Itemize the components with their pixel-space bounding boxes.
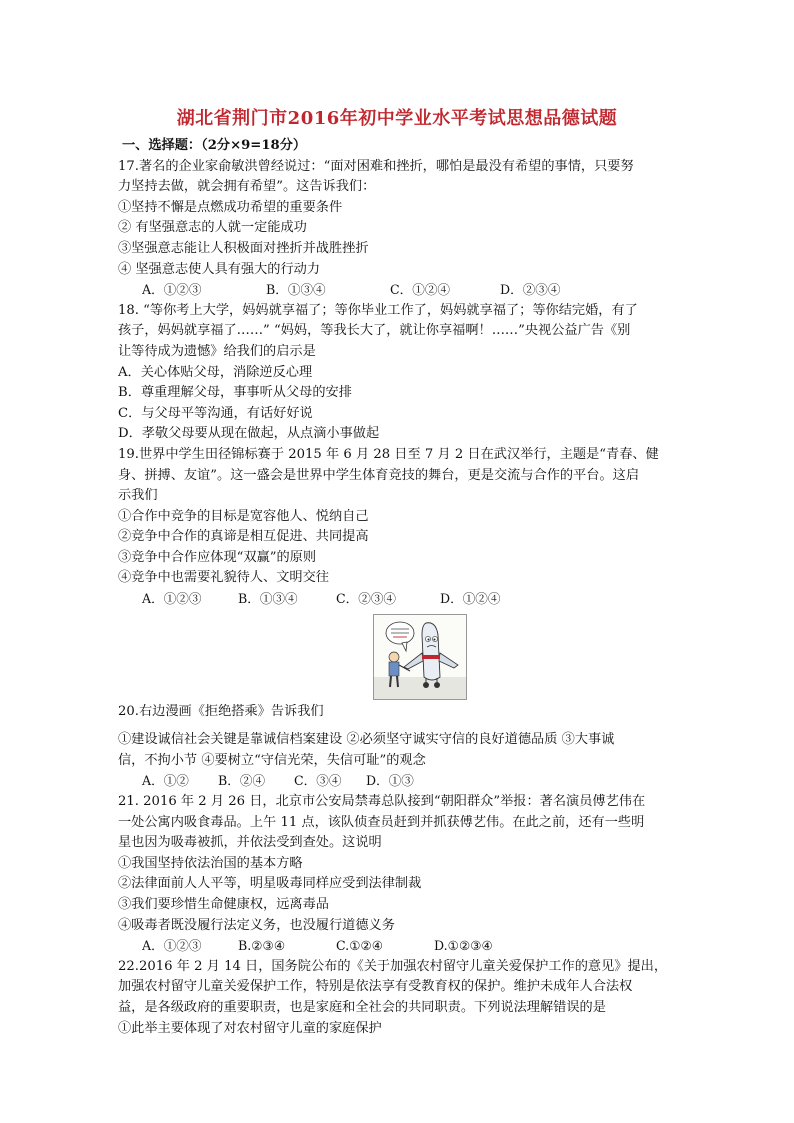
q20-option-c[interactable]: C．③④ <box>294 773 342 789</box>
q19-statement-3: ③竞争中合作应体现“双赢”的原则 <box>118 549 317 565</box>
q20-statements-line2: 信，不拘小节 ④要树立“守信光荣，失信可耻”的观念 <box>118 752 426 768</box>
q17-statement-4: ④ 坚强意志使人具有强大的行动力 <box>118 261 321 277</box>
q21-option-b[interactable]: B.②③④ <box>238 938 286 954</box>
q21-statement-2: ②法律面前人人平等，明星吸毒同样应受到法律制裁 <box>118 876 422 892</box>
q18-option-d[interactable]: D．孝敬父母要从现在做起，从点滴小事做起 <box>118 426 380 442</box>
q19-statement-4: ④竞争中也需要礼貌待人、文明交往 <box>118 570 329 586</box>
question-21 <box>118 792 680 957</box>
q19-stem-line1: 19.世界中学生田径锦标赛于 2015 年 6 月 28 日至 7 月 2 日在武汉举行，主题是“青春、健 <box>118 446 659 462</box>
question-19 <box>118 445 680 610</box>
q17-statement-3: ③坚强意志能让人积极面对挫折并战胜挫折 <box>118 240 369 256</box>
q20-statements-line1: ①建设诚信社会关键是靠诚信档案建设 ②必须坚守诚实守信的良好道德品质 ③大事诚 <box>118 732 615 748</box>
q21-option-a[interactable]: A．①②③ <box>142 938 202 954</box>
q19-option-d[interactable]: D．①②④ <box>440 591 501 607</box>
q19-stem-line3: 示我们 <box>118 488 158 504</box>
q17-statement-1: ①坚持不懈是点燃成功希望的重要条件 <box>118 199 343 215</box>
q21-option-c[interactable]: C.①②④ <box>336 938 384 954</box>
question-22 <box>118 957 680 1039</box>
q17-options <box>118 280 680 301</box>
q20-stem: 20.右边漫画《拒绝搭乘》告诉我们 <box>118 703 324 719</box>
question-20 <box>118 702 680 792</box>
q17-option-b[interactable]: B．①③④ <box>266 282 326 298</box>
q17-stem-line2: 力坚持去做，就会拥有希望”。这告诉我们： <box>118 179 376 195</box>
q18-stem-line3: 让等待成为遗憾》给我们的启示是 <box>118 343 316 359</box>
q21-stem-line3: 星也因为吸毒被抓，并依法受到查处。这说明 <box>118 835 382 851</box>
q21-option-d[interactable]: D.①②③④ <box>434 938 493 954</box>
q18-option-b[interactable]: B．尊重理解父母，事事听从父母的安排 <box>118 385 352 401</box>
q22-stem-line1: 22.2016 年 2 月 14 日，国务院公布的《关于加强农村留守儿童关爱保护工作的意见》提出， <box>118 958 668 974</box>
question-18 <box>118 301 680 445</box>
q21-statement-1: ①我国坚持依法治国的基本方略 <box>118 855 303 871</box>
q20-options <box>118 771 680 792</box>
q18-option-c[interactable]: C．与父母平等沟通，有话好好说 <box>118 405 313 421</box>
q18-stem-line1: 18. “等你考上大学，妈妈就享福了；等你毕业工作了，妈妈就享福了；等你结完婚，有了 <box>118 302 638 318</box>
q19-stem-line2: 身、拼搏、友谊”。这一盛会是世界中学生体育竞技的舞台，更是交流与合作的平台。这启 <box>118 467 640 483</box>
q17-option-c[interactable]: C．①②④ <box>390 282 451 298</box>
q17-option-a[interactable]: A．①②③ <box>142 282 202 298</box>
cartoon-drawing <box>374 615 466 699</box>
q19-option-c[interactable]: C．②③④ <box>336 591 397 607</box>
q21-stem-line2: 一处公寓内吸食毒品。上午 11 点，该队侦查员赶到并抓获傅艺伟。在此之前，还有一些明 <box>118 814 645 830</box>
q20-option-d[interactable]: D．①③ <box>366 773 414 789</box>
q22-stem-line3: 益，是各级政府的重要职责，也是家庭和全社会的共同职责。下列说法理解错误的是 <box>118 999 606 1015</box>
q19-options <box>118 589 680 610</box>
q21-stem-line1: 21. 2016 年 2 月 26 日，北京市公安局禁毒总队接到“朝阳群众”举报：著名演员傅艺伟在 <box>118 794 646 810</box>
q20-option-b[interactable]: B．②④ <box>218 773 266 789</box>
question-17 <box>118 157 680 301</box>
q22-stem-line2: 加强农村留守儿童关爱保护工作，特别是依法享有受教育权的保护。维护未成年人合法权 <box>118 979 633 995</box>
cartoon-row <box>118 610 680 702</box>
exam-content <box>118 136 680 1039</box>
q22-statement-1: ①此举主要体现了对农村留守儿童的家庭保护 <box>118 1020 382 1036</box>
q17-stem-line1: 17.著名的企业家俞敏洪曾经说过：“面对困难和挫折，哪怕是最没有希望的事情，只要努 <box>118 158 634 174</box>
q21-statement-4: ④吸毒者既没履行法定义务，也没履行道德义务 <box>118 917 395 933</box>
section-heading: 一、选择题：（2分×9=18分） <box>122 138 307 153</box>
q19-option-a[interactable]: A．①②③ <box>142 591 202 607</box>
q17-statement-2: ② 有坚强意志的人就一定能成功 <box>118 220 307 236</box>
q19-option-b[interactable]: B．①③④ <box>238 591 298 607</box>
q19-statement-2: ②竞争中合作的真谛是相互促进、共同提高 <box>118 529 369 545</box>
q21-statement-3: ③我们要珍惜生命健康权，远离毒品 <box>118 897 329 912</box>
exam-title: 湖北省荆门市2016年初中学业水平考试思想品德试题 <box>176 108 618 129</box>
q18-stem-line2: 孩子，妈妈就享福了……” “妈妈，等我长大了，就让你享福啊！……”央视公益广告《别 <box>118 323 631 339</box>
cartoon-image <box>373 614 467 700</box>
q20-option-a[interactable]: A．①② <box>142 773 189 789</box>
q21-options <box>118 936 680 957</box>
q19-statement-1: ①合作中竞争的目标是宽容他人、悦纳自己 <box>118 508 369 524</box>
q17-option-d[interactable]: D．②③④ <box>500 282 561 298</box>
q18-option-a[interactable]: A．关心体贴父母，消除逆反心理 <box>118 364 313 380</box>
